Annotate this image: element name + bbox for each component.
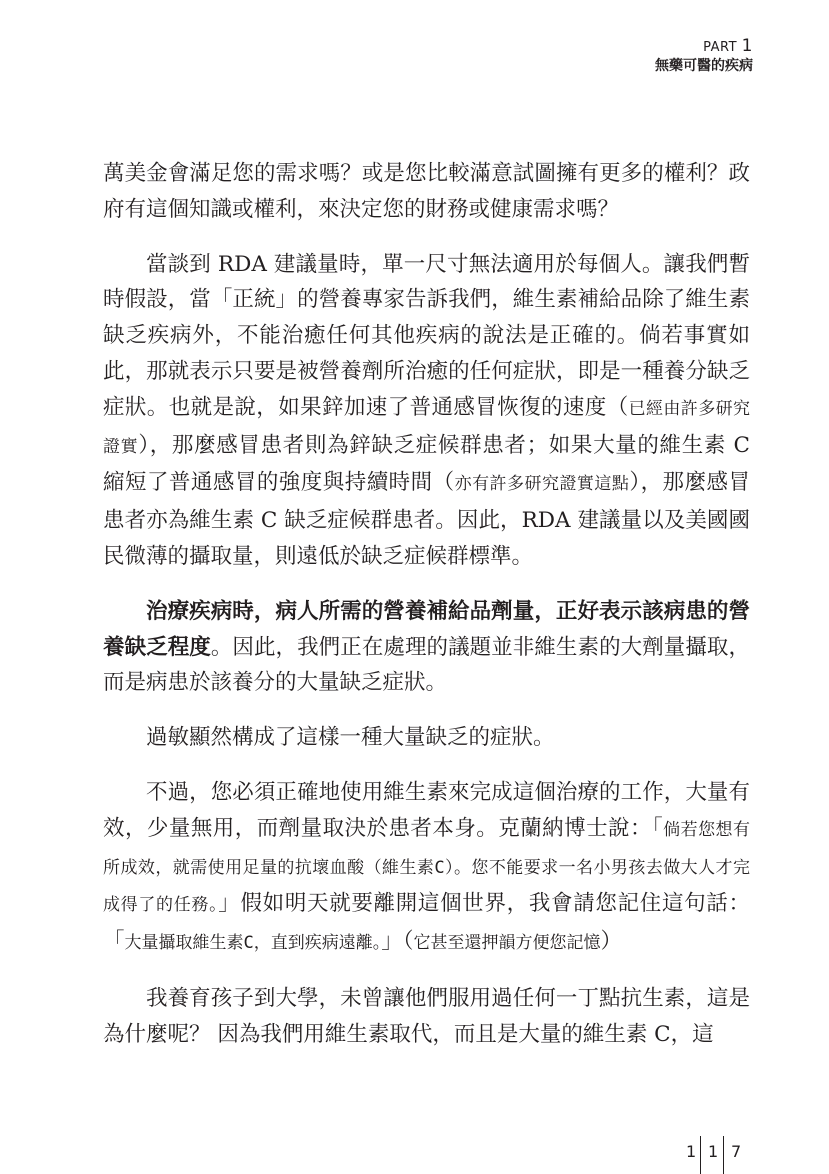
text-run: ） [600, 929, 623, 955]
paragraph [103, 247, 750, 575]
quoted-text: 亦有許多研究證實這點 [454, 474, 630, 495]
text-run: ），那麼感冒患者則為鋅缺乏症候群患者；如果大量的維生素 C 縮短了普通感冒的強度與持續時間（ [103, 432, 751, 496]
text-run: 我養育孩子到大學，未曾讓他們服用過任何一丁點抗生素，這是為什麼呢？ 因為我們用維生素取代，而且是大量的維生素 C，這 [103, 985, 750, 1047]
part-number: 1 [741, 36, 753, 56]
text-run: 」（ [381, 929, 414, 955]
text-run: 過敏顯然構成了這樣一種大量缺乏的症狀。 [146, 725, 555, 751]
text-run: 。因此，我們正在處理的議題並非維生素的大劑量攝取，而是病患於該養分的大量缺乏症狀。 [103, 634, 750, 696]
paragraph [103, 156, 750, 228]
part-label: PART 1 [703, 36, 753, 56]
page-number [686, 1136, 766, 1174]
text-run: 」假如明天就要離開這個世界，我會請您記住這句話：「 [103, 891, 750, 955]
page-divider [723, 1136, 724, 1174]
page-divider [700, 1136, 701, 1174]
bold-text: 治療疾病時，病人所需的營養補給品劑量，正好表示該病患的營養缺乏程度 [103, 598, 750, 660]
body-text [103, 156, 750, 1072]
chapter-title: 無藥可醫的疾病 [655, 58, 753, 74]
page-digit: 1 [686, 1142, 697, 1161]
paragraph [103, 594, 750, 701]
paragraph [103, 720, 750, 756]
quoted-text: 倘若您想有所成效，就需使用足量的抗壞血酸（維生素C）。您不能要求一名小男孩去做大人才完成得了的任務。 [103, 819, 750, 916]
quoted-text: 它甚至還押韻方便您記憶 [413, 933, 601, 954]
quoted-text: 大量攝取維生素C，直到疾病遠離。 [124, 933, 382, 954]
page-digit: 1 [708, 1142, 719, 1161]
text-run: 當談到 RDA 建議量時，單一尺寸無法適用於每個人。讓我們暫時假設，當「正統」的營養專家告訴我們，維生素補給品除了維生素缺乏疾病外，不能治癒任何其他疾病的說法是正確的。倘若事實如此，那就表示只要是被營養劑所治癒的任何症狀，即是一種養分缺乏症狀。也就是說，如果鋅加速了普通感冒恢復的速度（ [103, 251, 750, 420]
text-run: ），那麼感冒患者亦為維生素 C 缺乏症候群患者。因此，RDA 建議量以及美國國民微薄的攝取量，則遠低於缺乏症候群標準。 [103, 470, 750, 569]
paragraph [103, 775, 750, 962]
text-run: 萬美金會滿足您的需求嗎？或是您比較滿意試圖擁有更多的權利？政府有這個知識或權利，來決定您的財務或健康需求嗎？ [103, 161, 750, 222]
quoted-text: 已經由許多研究證實 [103, 398, 750, 457]
running-header [655, 38, 753, 75]
paragraph [103, 981, 750, 1053]
text-run: 不過，您必須正確地使用維生素來完成這個治療的工作，大量有效，少量無用，而劑量取決於患者本身。克蘭納博士說：「 [103, 779, 750, 841]
page-digit: 7 [731, 1142, 742, 1161]
